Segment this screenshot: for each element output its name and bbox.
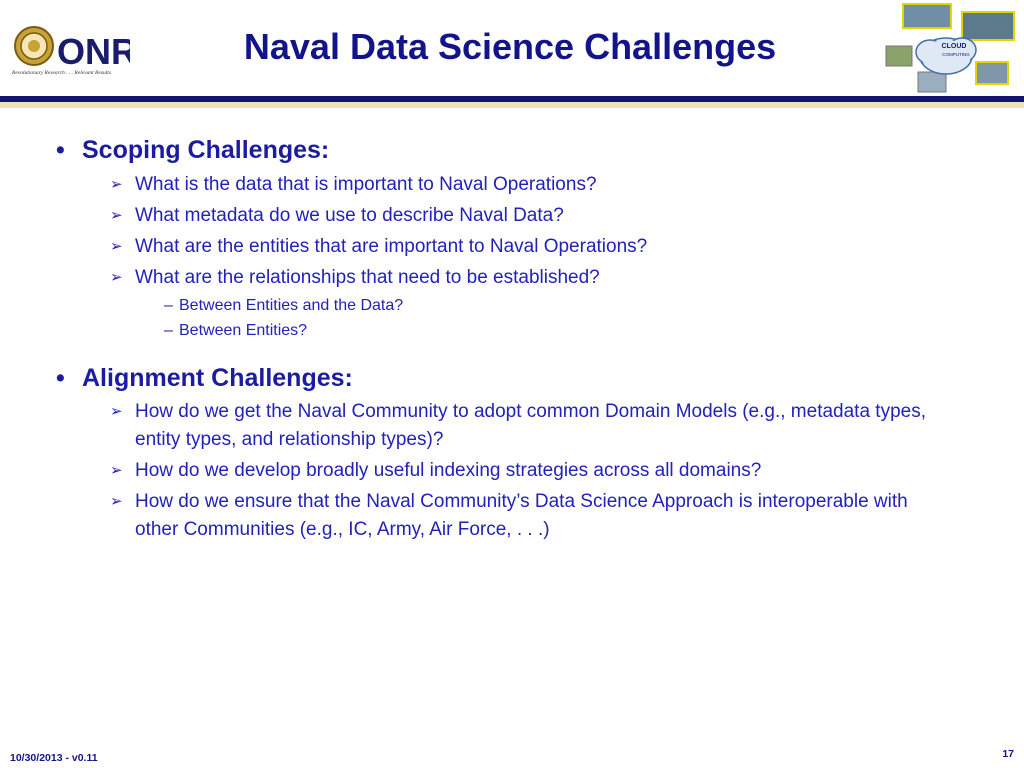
section-heading-alignment: • Alignment Challenges:	[56, 364, 353, 392]
section-heading-scoping: • Scoping Challenges:	[56, 136, 330, 164]
footer-date-version: 10/30/2013 - v0.11	[10, 752, 98, 764]
arrow-bullet-icon: ➢	[110, 403, 123, 420]
onr-seal-icon	[12, 24, 130, 70]
arrow-bullet-icon: ➢	[110, 238, 123, 255]
bullet-item: ➢ What metadata do we use to describe Naval Data?	[110, 202, 930, 230]
bullet-item: ➢ How do we develop broadly useful indexing strategies across all domains?	[110, 457, 930, 485]
vehicle-photo-icon	[976, 62, 1008, 84]
header-rule-gold	[0, 102, 1024, 108]
ship-photo-icon	[962, 12, 1014, 40]
logo-text: ONR	[57, 31, 130, 70]
bullet-item: ➢ What is the data that is important to Naval Operations?	[110, 171, 930, 199]
cloud-computing-graphic	[884, 2, 1019, 94]
page-title: Naval Data Science Challenges	[243, 26, 777, 67]
cloud-label: CLOUD	[941, 43, 967, 50]
sub-bullet-item: – Between Entities and the Data?	[164, 297, 404, 314]
computing-label: COMPUTING	[942, 52, 970, 57]
bullet-item: ➢ How do we get the Naval Community to adopt common Domain Models (e.g., metadata types, entity types, and relationship types)?	[110, 398, 930, 454]
bullet-icon: •	[56, 364, 65, 392]
sub-bullet-item: – Between Entities?	[164, 322, 308, 339]
bullet-item: ➢ What are the relationships that need to be established?	[110, 264, 930, 292]
terrain-photo-icon	[886, 46, 912, 66]
satellite-photo-icon	[918, 72, 946, 92]
bullet-item: ➢ What are the entities that are important to Naval Operations?	[110, 233, 930, 261]
arrow-bullet-icon: ➢	[110, 176, 123, 193]
arrow-bullet-icon: ➢	[110, 207, 123, 224]
arrow-bullet-icon: ➢	[110, 269, 123, 286]
onr-logo	[12, 24, 130, 80]
logo-tagline: Revolutionary Research . . . Relevant Results	[12, 70, 111, 76]
bullet-item: ➢ How do we ensure that the Naval Community’s Data Science Approach is interoperable with other Communities (e.g., IC, Army, Air Force, . . .)	[110, 488, 930, 544]
arrow-bullet-icon: ➢	[110, 462, 123, 479]
bullet-icon: •	[56, 136, 65, 164]
arrow-bullet-icon: ➢	[110, 493, 123, 510]
page-number: 17	[1002, 748, 1014, 760]
aircraft-photo-icon	[903, 4, 951, 28]
